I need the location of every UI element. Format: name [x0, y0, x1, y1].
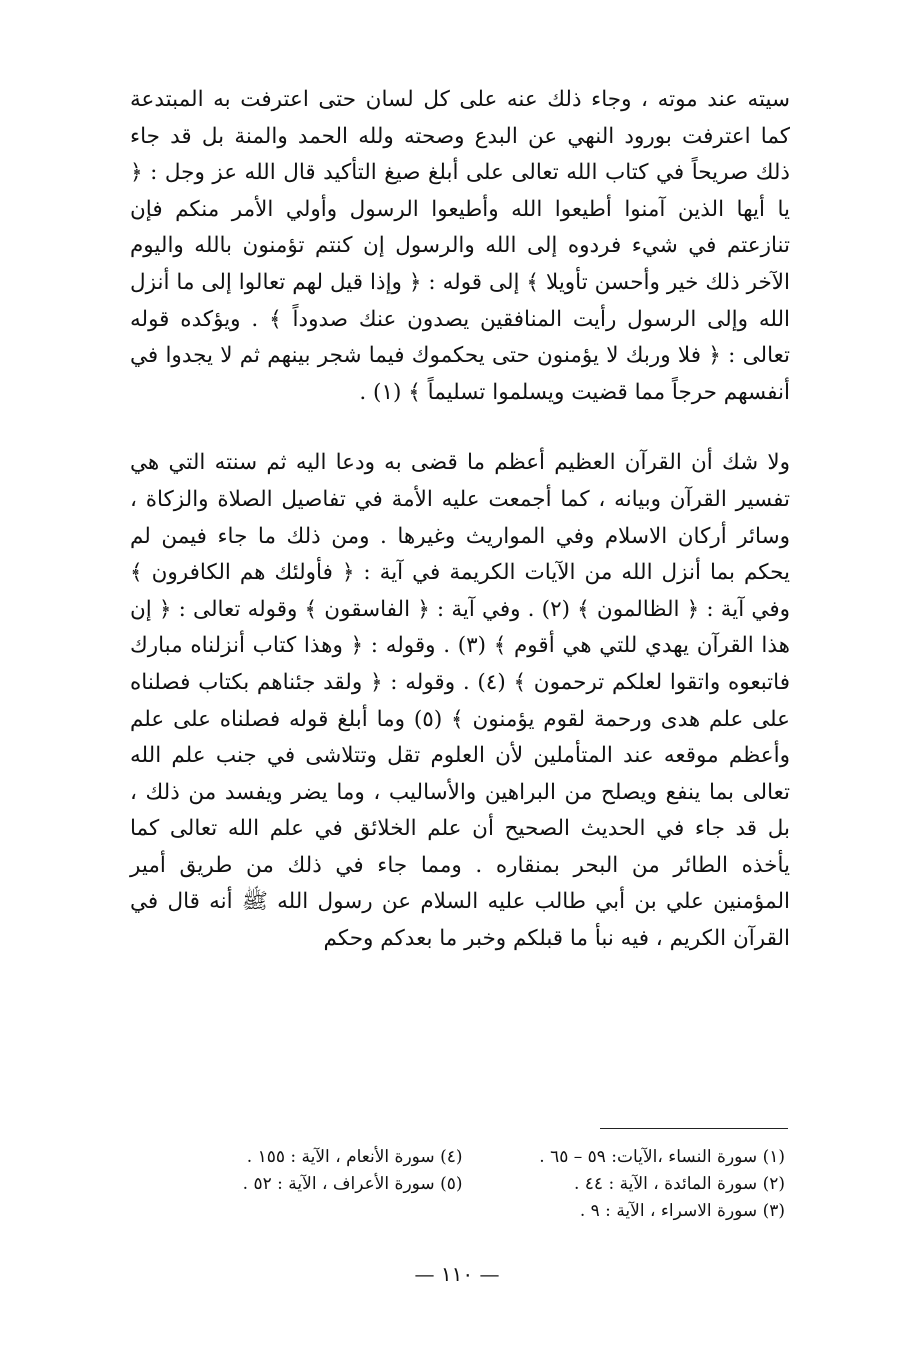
footnotes — [140, 1144, 785, 1225]
footnote-3: (٣) سورة الاسراء ، الآية : ٩ . — [579, 1201, 785, 1221]
footnote-row — [140, 1144, 785, 1171]
footnote-1: (١) سورة النساء ،الآيات: ٥٩ – ٦٥ . — [539, 1147, 785, 1167]
footnote-row — [140, 1198, 785, 1225]
footnote-row — [140, 1171, 785, 1198]
footnote-5: (٥) سورة الأعراف ، الآية : ٥٢ . — [242, 1174, 463, 1194]
paragraph-1: سيته عند موته ، وجاء ذلك عنه على كل لسان حتى اعترفت به المبتدعة كما اعترفت بورود النهي عن البدع وصحته ولله الحمد والمنة بل قد جاء ذلك صريحاً في كتاب الله تعالى على أبلغ صيغ التأكيد قال الله عز وجل : ﴿ يا أيها الذين آمنوا أطيعوا الله وأطيعوا الرسول وأولي الأمر منكم فإن تنازعتم في شيء فردوه إلى الله والرسول إن كنتم تؤمنون بالله واليوم الآخر ذلك خير وأحسن تأويلا ﴾ إلى قوله : ﴿ وإذا قيل لهم تعالوا إلى ما أنزل الله وإلى الرسول رأيت المنافقين يصدون عنك صدوداً ﴾ . ويؤكده قوله تعالى : ﴿ فلا وربك لا يؤمنون حتى يحكموك فيما شجر بينهم ثم لا يجدوا في أنفسهم حرجاً مما قضيت ويسلموا تسليماً ﴾ (١) . — [130, 87, 790, 405]
footnote-4: (٤) سورة الأنعام ، الآية : ١٥٥ . — [246, 1147, 463, 1167]
main-text — [130, 82, 790, 958]
paragraph-2: ولا شك أن القرآن العظيم أعظم ما قضى به ودعا اليه ثم سنته التي هي تفسير القرآن وبيانه ، كما أجمعت عليه الأمة في تفاصيل الصلاة والزكاة ، وسائر أركان الاسلام وفي المواريث وغيرها . ومن ذلك ما جاء فيمن لم يحكم بما أنزل الله من الآيات الكريمة في آية : ﴿ فأولئك هم الكافرون ﴾ وفي آية : ﴿ الظالمون ﴾ (٢) . وفي آية : ﴿ الفاسقون ﴾ وقوله تعالى : ﴿ إن هذا القرآن يهدي للتي هي أقوم ﴾ (٣) . وقوله : ﴿ وهذا كتاب أنزلناه مبارك فاتبعوه واتقوا لعلكم ترحمون ﴾ (٤) . وقوله : ﴿ ولقد جئناهم بكتاب فصلناه على علم هدى ورحمة لقوم يؤمنون ﴾ (٥) وما أبلغ قوله فصلناه على علم وأعظم موقعه عند المتأملين لأن العلوم تقل وتتلاشى في جنب علم الله تعالى بما ينفع ويصلح من البراهين والأساليب ، وما يضر ويفسد من ذلك ، بل قد جاء في الحديث الصحيح أن علم الخلائق في علم الله تعالى كما يأخذه الطائر من البحر بمنقاره . ومما جاء في ذلك من طريق أمير المؤمنين علي بن أبي طالب عليه السلام عن رسول الله ﷺ أنه قال في القرآن الكريم ، فيه نبأ ما قبلكم وخبر ما بعدكم وحكم — [130, 450, 791, 952]
page-number: — ١١٠ — — [414, 1262, 500, 1286]
footnote-separator — [600, 1128, 788, 1129]
footnote-2: (٢) سورة المائدة ، الآية : ٤٤ . — [573, 1174, 785, 1194]
